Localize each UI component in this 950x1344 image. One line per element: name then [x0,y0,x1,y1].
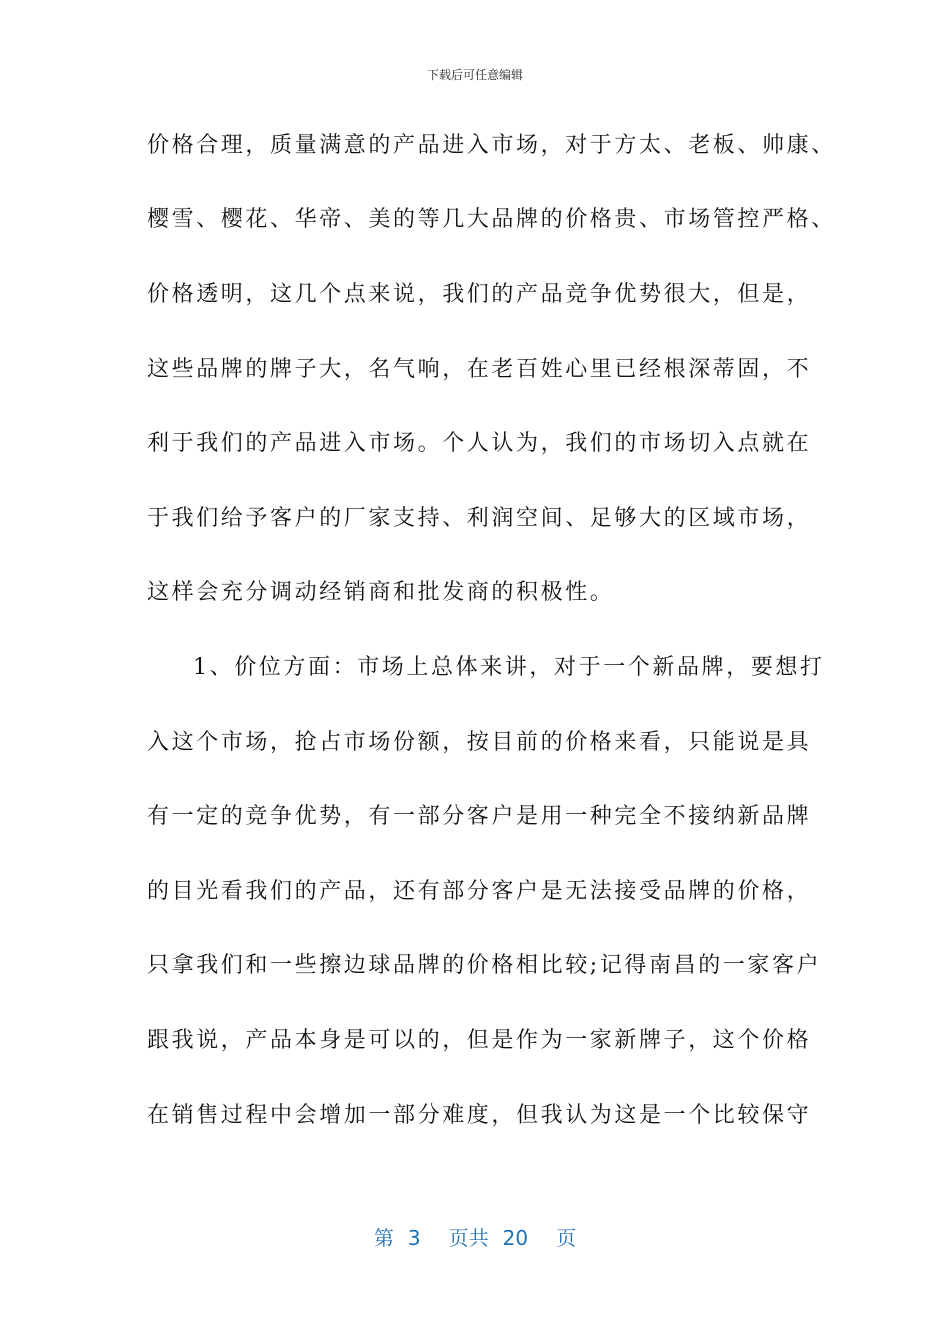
paragraph-line: 1、价位方面：市场上总体来讲，对于一个新品牌，要想打 [193,655,825,680]
paragraph-line: 在销售过程中会增加一部分难度，但我认为这是一个比较保守 [147,1103,812,1128]
page-label-middle: 页共 [448,1226,489,1250]
paragraph-line: 有一定的竞争优势，有一部分客户是用一种完全不接纳新品牌 [147,804,812,829]
paragraph-line: 价格合理，质量满意的产品进入市场，对于方太、老板、帅康、 [147,133,836,158]
paragraph-line: 跟我说，产品本身是可以的，但是作为一家新牌子，这个价格 [147,1028,812,1053]
paragraph-line: 只拿我们和一些擦边球品牌的价格相比较;记得南昌的一家客户 [147,953,822,978]
total-page-count: 20 [502,1226,529,1250]
paragraph-line: 的目光看我们的产品，还有部分客户是无法接受品牌的价格， [147,879,812,904]
paragraph-line: 这样会充分调动经销商和批发商的积极性。 [147,580,615,605]
paragraph-line: 利于我们的产品进入市场。个人认为，我们的市场切入点就在 [147,431,812,456]
paragraph-line: 这些品牌的牌子大，名气响，在老百姓心里已经根深蒂固，不 [147,357,812,382]
current-page-number: 3 [407,1226,421,1250]
paragraph-line: 价格透明，这几个点来说，我们的产品竞争优势很大，但是， [147,282,812,307]
page-label-suffix: 页 [556,1226,577,1250]
paragraph-line: 入这个市场，抢占市场份额，按目前的价格来看，只能说是具 [147,730,812,755]
paragraph-line: 于我们给予客户的厂家支持、利润空间、足够大的区域市场， [147,506,812,531]
header-note: 下载后可任意编辑 [426,68,523,82]
page-label-prefix: 第 [373,1226,394,1250]
page-number-footer [0,1225,950,1251]
paragraph-line: 樱雪、樱花、华帝、美的等几大品牌的价格贵、市场管控严格、 [147,207,836,232]
